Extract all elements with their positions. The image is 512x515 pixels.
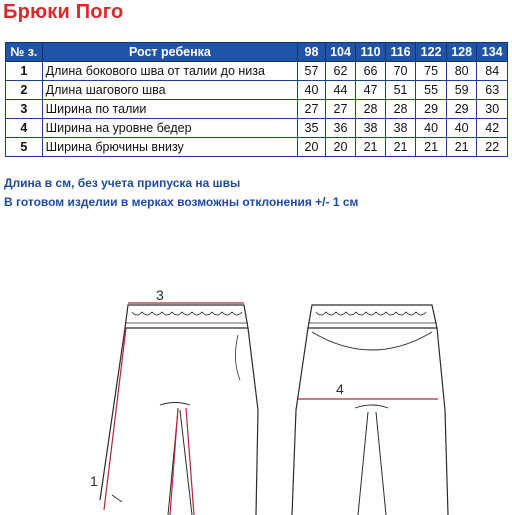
measurement-lines xyxy=(104,303,438,515)
table-cell: 29 xyxy=(416,100,447,119)
inseam-measure-line xyxy=(170,408,178,515)
table-cell: 44 xyxy=(325,81,356,100)
table-cell: 40 xyxy=(446,119,477,138)
table-cell: 51 xyxy=(385,81,416,100)
header-size-128: 128 xyxy=(446,43,477,62)
table-cell: 57 xyxy=(298,62,325,81)
row-number: 1 xyxy=(6,62,43,81)
table-cell: 21 xyxy=(416,138,447,157)
table-row xyxy=(6,62,508,81)
table-cell: 66 xyxy=(356,62,386,81)
front-knee-tuck xyxy=(112,495,122,502)
table-cell: 40 xyxy=(416,119,447,138)
table-cell: 20 xyxy=(325,138,356,157)
table-cell: 29 xyxy=(446,100,477,119)
header-size-104: 104 xyxy=(325,43,356,62)
table-cell: 28 xyxy=(385,100,416,119)
back-gathers xyxy=(316,312,426,315)
header-height: Рост ребенка xyxy=(42,43,298,62)
table-row xyxy=(6,81,508,100)
table-cell: 55 xyxy=(416,81,447,100)
table-cell: 30 xyxy=(477,100,508,119)
table-row xyxy=(6,100,508,119)
side-seam-measure-line xyxy=(104,328,126,510)
size-table xyxy=(5,42,508,157)
table-cell: 80 xyxy=(446,62,477,81)
table-cell: 27 xyxy=(298,100,325,119)
pants-drawing xyxy=(0,290,512,515)
table-cell: 59 xyxy=(446,81,477,100)
back-crotch xyxy=(355,405,388,408)
table-cell: 21 xyxy=(446,138,477,157)
table-cell: 70 xyxy=(385,62,416,81)
row-number: 3 xyxy=(6,100,43,119)
tolerance-note: В готовом изделии в мерках возможны отклонения +/- 1 см xyxy=(4,195,359,209)
table-cell: 28 xyxy=(356,100,386,119)
table-cell: 38 xyxy=(385,119,416,138)
row-measurement: Длина шагового шва xyxy=(42,81,298,100)
header-size-98: 98 xyxy=(298,43,325,62)
back-body-outline xyxy=(292,328,448,515)
front-gathers xyxy=(132,312,242,315)
table-cell: 62 xyxy=(325,62,356,81)
table-cell: 36 xyxy=(325,119,356,138)
front-waistband xyxy=(125,305,248,328)
table-cell: 47 xyxy=(356,81,386,100)
table-cell: 35 xyxy=(298,119,325,138)
units-note: Длина в см, без учета припуска на швы xyxy=(4,176,241,190)
header-size-110: 110 xyxy=(356,43,386,62)
label-side-seam: 1 xyxy=(90,473,98,489)
table-cell: 40 xyxy=(298,81,325,100)
table-cell: 42 xyxy=(477,119,508,138)
row-number: 5 xyxy=(6,138,43,157)
header-size-134: 134 xyxy=(477,43,508,62)
table-cell: 22 xyxy=(477,138,508,157)
table-header-row xyxy=(6,43,508,62)
table-cell: 75 xyxy=(416,62,447,81)
label-waist: 3 xyxy=(156,290,164,303)
table-cell: 27 xyxy=(325,100,356,119)
front-view xyxy=(100,305,258,515)
row-measurement: Ширина на уровне бедер xyxy=(42,119,298,138)
table-cell: 21 xyxy=(356,138,386,157)
table-cell: 20 xyxy=(298,138,325,157)
row-measurement: Ширина брючины внизу xyxy=(42,138,298,157)
label-hip: 4 xyxy=(336,381,344,397)
page-title: Брюки Пого xyxy=(3,1,124,23)
header-size-122: 122 xyxy=(416,43,447,62)
front-pocket-line xyxy=(235,335,240,380)
back-inseam xyxy=(358,412,386,515)
header-size-116: 116 xyxy=(385,43,416,62)
front-body-outline xyxy=(100,328,258,515)
table-cell: 21 xyxy=(385,138,416,157)
back-yoke xyxy=(312,332,432,350)
back-view xyxy=(292,305,448,515)
table-row xyxy=(6,119,508,138)
table-cell: 38 xyxy=(356,119,386,138)
row-number: 4 xyxy=(6,119,43,138)
back-waistband xyxy=(308,305,437,328)
front-crotch xyxy=(160,403,190,406)
table-row xyxy=(6,138,508,157)
row-measurement: Длина бокового шва от талии до низа xyxy=(42,62,298,81)
table-cell: 63 xyxy=(477,81,508,100)
row-number: 2 xyxy=(6,81,43,100)
table-cell: 84 xyxy=(477,62,508,81)
header-number: № з. xyxy=(6,43,43,62)
row-measurement: Ширина по талии xyxy=(42,100,298,119)
